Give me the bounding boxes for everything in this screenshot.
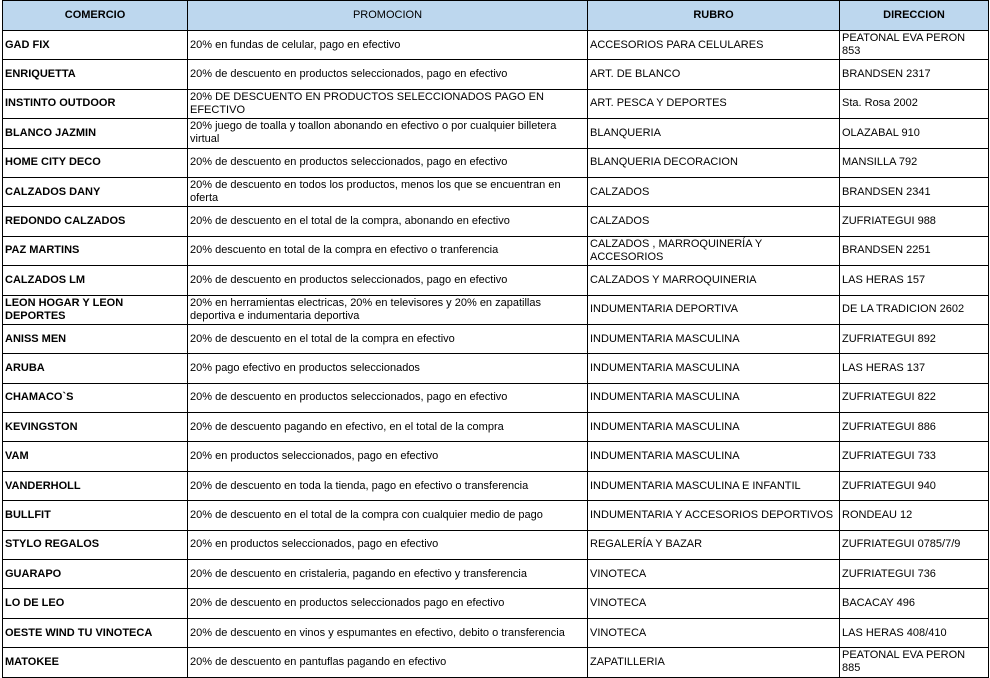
cell-promocion: 20% de descuento en productos seleccionados pago en efectivo: [188, 589, 588, 618]
table-row: [3, 295, 989, 324]
cell-rubro: ACCESORIOS PARA CELULARES: [588, 31, 840, 60]
cell-direccion: ZUFRIATEGUI 0785/7/9: [840, 530, 989, 559]
cell-rubro: INDUMENTARIA MASCULINA: [588, 324, 840, 353]
cell-rubro: ART. PESCA Y DEPORTES: [588, 89, 840, 118]
table-body: [3, 31, 989, 678]
table-row: [3, 119, 989, 148]
cell-comercio: VANDERHOLL: [3, 471, 188, 500]
cell-direccion: LAS HERAS 157: [840, 266, 989, 295]
cell-direccion: PEATONAL EVA PERON 885: [840, 648, 989, 677]
cell-promocion: 20% pago efectivo en productos seleccionados: [188, 354, 588, 383]
header-promocion: PROMOCION: [188, 1, 588, 31]
cell-rubro: INDUMENTARIA MASCULINA: [588, 413, 840, 442]
cell-direccion: ZUFRIATEGUI 736: [840, 560, 989, 589]
table-row: [3, 560, 989, 589]
cell-promocion: 20% de descuento en vinos y espumantes en efectivo, debito o transferencia: [188, 618, 588, 647]
cell-promocion: 20% de descuento en productos seleccionados, pago en efectivo: [188, 148, 588, 177]
cell-comercio: CALZADOS DANY: [3, 177, 188, 206]
cell-direccion: BRANDSEN 2251: [840, 236, 989, 265]
cell-promocion: 20% de descuento en productos seleccionados, pago en efectivo: [188, 266, 588, 295]
cell-promocion: 20% juego de toalla y toallon abonando en efectivo o por cualquier billetera virtual: [188, 119, 588, 148]
cell-rubro: REGALERÍA Y BAZAR: [588, 530, 840, 559]
cell-comercio: BLANCO JAZMIN: [3, 119, 188, 148]
table-row: [3, 413, 989, 442]
cell-rubro: ZAPATILLERIA: [588, 648, 840, 677]
cell-rubro: VINOTECA: [588, 589, 840, 618]
cell-comercio: GAD FIX: [3, 31, 188, 60]
cell-direccion: BRANDSEN 2341: [840, 177, 989, 206]
cell-direccion: ZUFRIATEGUI 988: [840, 207, 989, 236]
cell-promocion: 20% en productos seleccionados, pago en efectivo: [188, 530, 588, 559]
cell-comercio: PAZ MARTINS: [3, 236, 188, 265]
table-row: [3, 148, 989, 177]
header-row: [3, 1, 989, 31]
cell-rubro: CALZADOS: [588, 177, 840, 206]
cell-rubro: VINOTECA: [588, 560, 840, 589]
cell-comercio: BULLFIT: [3, 501, 188, 530]
cell-comercio: LO DE LEO: [3, 589, 188, 618]
cell-comercio: INSTINTO OUTDOOR: [3, 89, 188, 118]
cell-rubro: BLANQUERIA: [588, 119, 840, 148]
cell-promocion: 20% de descuento en cristaleria, pagando en efectivo y transferencia: [188, 560, 588, 589]
table-row: [3, 89, 989, 118]
cell-direccion: BACACAY 496: [840, 589, 989, 618]
cell-promocion: 20% de descuento en el total de la compra, abonando en efectivo: [188, 207, 588, 236]
cell-rubro: CALZADOS , MARROQUINERÍA Y ACCESORIOS: [588, 236, 840, 265]
cell-promocion: 20% de descuento en pantuflas pagando en efectivo: [188, 648, 588, 677]
cell-direccion: ZUFRIATEGUI 733: [840, 442, 989, 471]
header-comercio: COMERCIO: [3, 1, 188, 31]
cell-direccion: ZUFRIATEGUI 886: [840, 413, 989, 442]
cell-promocion: 20% en fundas de celular, pago en efectivo: [188, 31, 588, 60]
cell-comercio: CALZADOS LM: [3, 266, 188, 295]
table-row: [3, 442, 989, 471]
cell-promocion: 20% de descuento en el total de la compra con cualquier medio de pago: [188, 501, 588, 530]
table-row: [3, 383, 989, 412]
cell-comercio: ANISS MEN: [3, 324, 188, 353]
cell-rubro: CALZADOS: [588, 207, 840, 236]
cell-rubro: INDUMENTARIA MASCULINA E INFANTIL: [588, 471, 840, 500]
cell-direccion: Sta. Rosa 2002: [840, 89, 989, 118]
cell-rubro: INDUMENTARIA MASCULINA: [588, 442, 840, 471]
cell-promocion: 20% de descuento en productos seleccionados, pago en efectivo: [188, 383, 588, 412]
cell-direccion: ZUFRIATEGUI 940: [840, 471, 989, 500]
cell-comercio: KEVINGSTON: [3, 413, 188, 442]
cell-comercio: ENRIQUETTA: [3, 60, 188, 89]
cell-rubro: CALZADOS Y MARROQUINERIA: [588, 266, 840, 295]
table-row: [3, 177, 989, 206]
table-row: [3, 354, 989, 383]
cell-comercio: STYLO REGALOS: [3, 530, 188, 559]
cell-direccion: MANSILLA 792: [840, 148, 989, 177]
table-row: [3, 31, 989, 60]
header-rubro: RUBRO: [588, 1, 840, 31]
cell-promocion: 20% de descuento en todos los productos, menos los que se encuentran en oferta: [188, 177, 588, 206]
table-row: [3, 471, 989, 500]
cell-promocion: 20% DE DESCUENTO EN PRODUCTOS SELECCIONADOS PAGO EN EFECTIVO: [188, 89, 588, 118]
cell-comercio: OESTE WIND TU VINOTECA: [3, 618, 188, 647]
cell-rubro: INDUMENTARIA DEPORTIVA: [588, 295, 840, 324]
promotions-table: [2, 0, 989, 678]
cell-promocion: 20% de descuento pagando en efectivo, en el total de la compra: [188, 413, 588, 442]
cell-rubro: INDUMENTARIA MASCULINA: [588, 354, 840, 383]
cell-rubro: VINOTECA: [588, 618, 840, 647]
cell-promocion: 20% de descuento en el total de la compra en efectivo: [188, 324, 588, 353]
table-row: [3, 324, 989, 353]
cell-promocion: 20% de descuento en productos seleccionados, pago en efectivo: [188, 60, 588, 89]
cell-rubro: INDUMENTARIA Y ACCESORIOS DEPORTIVOS: [588, 501, 840, 530]
table-row: [3, 60, 989, 89]
cell-promocion: 20% descuento en total de la compra en efectivo o tranferencia: [188, 236, 588, 265]
cell-comercio: CHAMACO`S: [3, 383, 188, 412]
cell-rubro: INDUMENTARIA MASCULINA: [588, 383, 840, 412]
cell-comercio: LEON HOGAR Y LEON DEPORTES: [3, 295, 188, 324]
cell-direccion: OLAZABAL 910: [840, 119, 989, 148]
cell-promocion: 20% de descuento en toda la tienda, pago en efectivo o transferencia: [188, 471, 588, 500]
cell-promocion: 20% en herramientas electricas, 20% en televisores y 20% en zapatillas deportiva e indumentaria deportiva: [188, 295, 588, 324]
cell-comercio: ARUBA: [3, 354, 188, 383]
cell-direccion: LAS HERAS 137: [840, 354, 989, 383]
cell-direccion: LAS HERAS 408/410: [840, 618, 989, 647]
cell-comercio: VAM: [3, 442, 188, 471]
table-row: [3, 589, 989, 618]
table-row: [3, 266, 989, 295]
table-row: [3, 207, 989, 236]
cell-direccion: BRANDSEN 2317: [840, 60, 989, 89]
cell-comercio: GUARAPO: [3, 560, 188, 589]
table-row: [3, 648, 989, 677]
cell-direccion: ZUFRIATEGUI 892: [840, 324, 989, 353]
cell-rubro: BLANQUERIA DECORACION: [588, 148, 840, 177]
table-row: [3, 618, 989, 647]
table-row: [3, 530, 989, 559]
cell-direccion: DE LA TRADICION 2602: [840, 295, 989, 324]
cell-direccion: PEATONAL EVA PERON 853: [840, 31, 989, 60]
cell-promocion: 20% en productos seleccionados, pago en efectivo: [188, 442, 588, 471]
table-row: [3, 501, 989, 530]
cell-direccion: RONDEAU 12: [840, 501, 989, 530]
cell-comercio: MATOKEE: [3, 648, 188, 677]
cell-rubro: ART. DE BLANCO: [588, 60, 840, 89]
table-row: [3, 236, 989, 265]
cell-comercio: HOME CITY DECO: [3, 148, 188, 177]
header-direccion: DIRECCION: [840, 1, 989, 31]
cell-comercio: REDONDO CALZADOS: [3, 207, 188, 236]
cell-direccion: ZUFRIATEGUI 822: [840, 383, 989, 412]
